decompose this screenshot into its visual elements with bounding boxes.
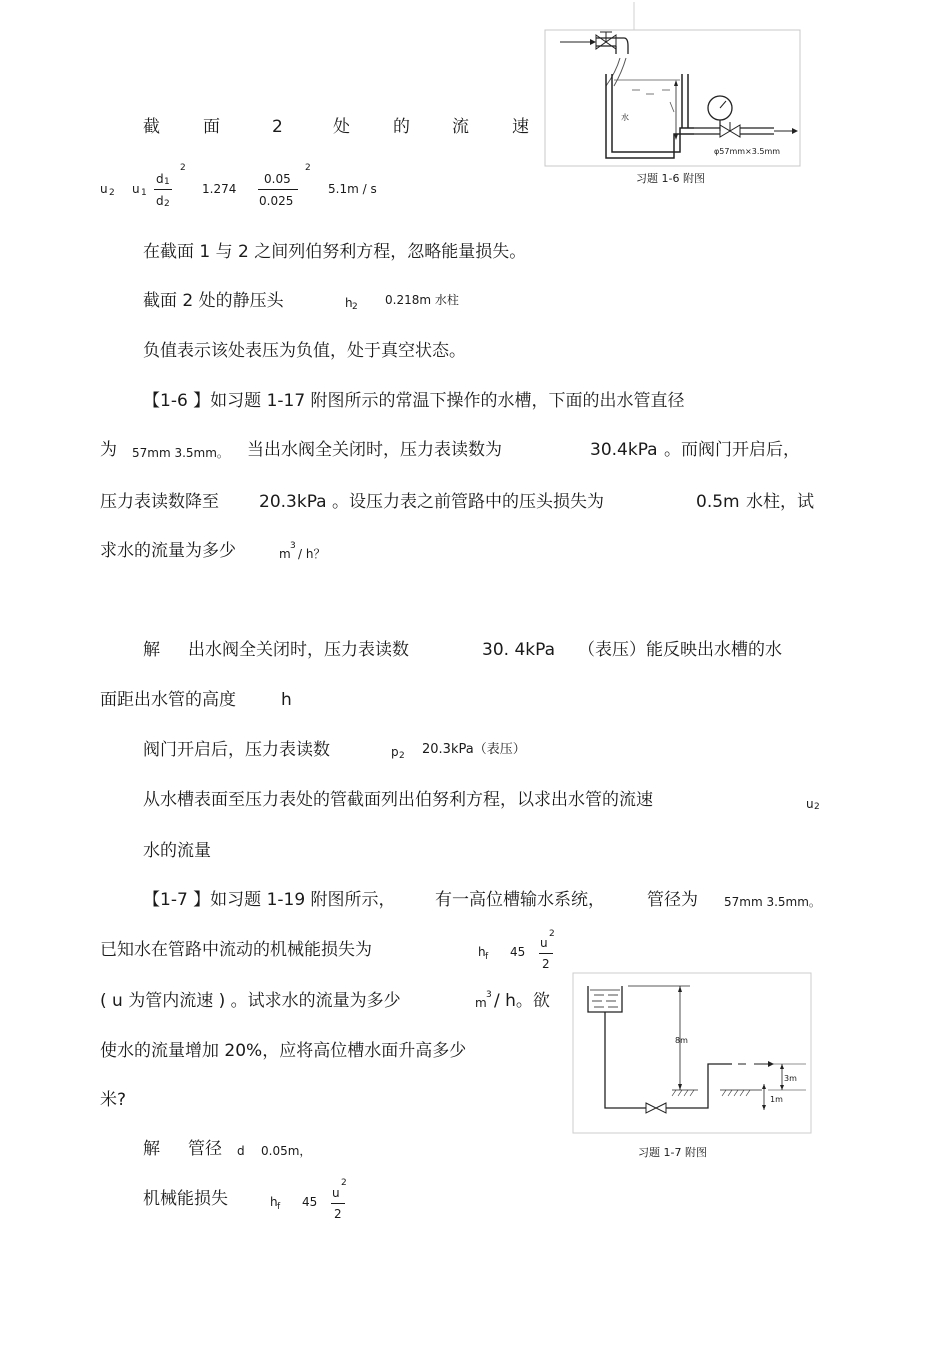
- fraction-bar-d: [154, 189, 172, 190]
- p16-l2-a: 为: [100, 440, 117, 460]
- char-3: 2: [272, 117, 283, 137]
- elevated-tank-figure: [572, 972, 812, 1134]
- p16-m: m: [279, 547, 291, 561]
- p17-l2-a: 已知水在管路中流动的机械能损失为: [100, 940, 372, 960]
- sol17-jie: 解: [143, 1139, 160, 1159]
- p17-l1-c: 管径为: [647, 890, 698, 910]
- sol16-flow: 水的流量: [143, 841, 211, 861]
- sol17-hf: h: [270, 1195, 278, 1209]
- sol16-u-sub: 2: [814, 802, 820, 812]
- exponent-2: 2: [305, 163, 311, 173]
- sol17-den: 2: [334, 1207, 342, 1221]
- bernoulli-line: 在截面 1 与 2 之间列伯努利方程，忽略能量损失。: [143, 242, 527, 262]
- velocity-result: 5.1m / s: [328, 182, 377, 196]
- p17-l1-b: 有一高位槽输水系统，: [435, 890, 605, 910]
- sol16-l1-c: （表压）能反映出水槽的水: [578, 640, 782, 660]
- figure-caption-1-6: 习题 1-6 附图: [636, 172, 705, 185]
- problem-1-6-line1: 【1-6 】如习题 1-17 附图所示的常温下操作的水槽，下面的出水管直径: [143, 391, 685, 411]
- p17-l3-b: / h。欲: [494, 991, 550, 1011]
- p17-u: u: [540, 936, 548, 950]
- p16-l3-a: 压力表读数降至: [100, 492, 219, 512]
- sol17-diameter-value: 0.05m，: [261, 1144, 312, 1158]
- tank-pressure-gauge-figure: [544, 2, 802, 170]
- char-7: 速: [512, 117, 529, 137]
- figure-caption-1-7: 习题 1-7 附图: [638, 1146, 707, 1159]
- h2-symbol: h: [345, 296, 353, 310]
- char-2: 面: [203, 117, 220, 137]
- sol16-p-sub: 2: [399, 751, 405, 761]
- sol16-h: h: [281, 690, 292, 710]
- p16-l2-c: 。而阀门开启后，: [664, 440, 800, 460]
- sol17-hf-sub: f: [277, 1202, 281, 1212]
- sol16-l4-a: 从水槽表面至压力表处的管截面列出伯努利方程，以求出水管的流速: [143, 790, 653, 810]
- char-1: 截: [143, 117, 160, 137]
- p17-den: 2: [542, 957, 550, 971]
- denominator: 0.025: [259, 194, 294, 208]
- p16-l2-b: 当出水阀全关闭时，压力表读数为: [247, 440, 502, 460]
- p16-open-reading: 20.3kPa: [259, 492, 327, 512]
- sol17-d: d: [237, 1144, 245, 1158]
- sol16-l2-a: 面距出水管的高度: [100, 690, 236, 710]
- p17-coef: 45: [510, 945, 526, 959]
- height-1m-label: 1m: [770, 1095, 783, 1104]
- sol17-fraction-bar: [331, 1203, 345, 1204]
- u1-sub: 1: [141, 188, 147, 198]
- sol17-coef: 45: [302, 1195, 318, 1209]
- p17-l5: 米?: [100, 1090, 127, 1110]
- static-head-value: 0.218m 水柱: [385, 293, 459, 307]
- p17-hf: h: [478, 945, 486, 959]
- char-4: 处: [333, 117, 350, 137]
- exponent-1: 2: [180, 163, 186, 173]
- u2-sub: 2: [109, 188, 115, 198]
- p16-pipe-spec: 57mm 3.5mm。: [132, 446, 229, 460]
- p17-l1-a: 【1-7 】如习题 1-19 附图所示，: [143, 890, 396, 910]
- sol16-p2-value: 20.3kPa（表压）: [422, 742, 526, 757]
- sol16-l3-a: 阀门开启后，压力表读数: [143, 740, 330, 760]
- p17-u-sup: 2: [549, 929, 555, 939]
- sol16-l1-b: 出水阀全关闭时，压力表读数: [188, 640, 409, 660]
- p16-head-loss: 0.5m: [696, 492, 740, 512]
- d1-sub: 1: [164, 177, 170, 187]
- d2-sub: 2: [164, 199, 170, 209]
- sol17-u-sup: 2: [341, 1178, 347, 1188]
- fraction-bar-num: [258, 189, 298, 190]
- p17-l3-a: ( u 为管内流速 ) 。试求水的流量为多少: [100, 991, 401, 1011]
- u2-symbol: u: [100, 182, 108, 196]
- h2-sub: 2: [352, 302, 358, 312]
- pipe-spec-label: φ57mm×3.5mm: [714, 147, 781, 156]
- sol17-loss-text: 机械能损失: [143, 1189, 228, 1209]
- p16-l3-c: 水柱，试: [746, 492, 814, 512]
- p17-hf-sub: f: [485, 952, 489, 962]
- coefficient: 1.274: [202, 182, 237, 196]
- char-5: 的: [393, 117, 410, 137]
- p17-fraction-bar: [539, 953, 553, 954]
- p17-pipe-spec: 57mm 3.5mm。: [724, 895, 821, 909]
- sol17-u: u: [332, 1186, 340, 1200]
- water-label: 水: [621, 113, 629, 122]
- u1-symbol: u: [132, 182, 140, 196]
- sol16-p: p: [391, 745, 399, 759]
- p17-l4: 使水的流量增加 20%，应将高位槽水面升高多少: [100, 1041, 467, 1061]
- p16-sup: 3: [290, 541, 296, 551]
- numerator: 0.05: [264, 172, 291, 186]
- d1-symbol: d: [156, 172, 164, 186]
- p16-l4-b: / h？: [298, 547, 326, 561]
- p16-closed-reading: 30.4kPa: [590, 440, 658, 460]
- d2-symbol: d: [156, 194, 164, 208]
- sol16-reading: 30. 4kPa: [482, 640, 556, 660]
- vacuum-note: 负值表示该处表压为负值，处于真空状态。: [143, 341, 466, 361]
- char-6: 流: [452, 117, 469, 137]
- p17-m: m: [475, 996, 487, 1010]
- height-8m-label: 8m: [675, 1036, 688, 1045]
- p16-l3-b: 。设压力表之前管路中的压头损失为: [332, 492, 604, 512]
- p17-m-sup: 3: [486, 990, 492, 1000]
- sol16-u: u: [806, 797, 814, 811]
- static-head-text: 截面 2 处的静压头: [143, 291, 284, 311]
- sol17-diameter-text: 管径: [188, 1139, 222, 1159]
- height-3m-label: 3m: [784, 1074, 797, 1083]
- sol16-jie: 解: [143, 640, 160, 660]
- p16-l4-a: 求水的流量为多少: [100, 541, 236, 561]
